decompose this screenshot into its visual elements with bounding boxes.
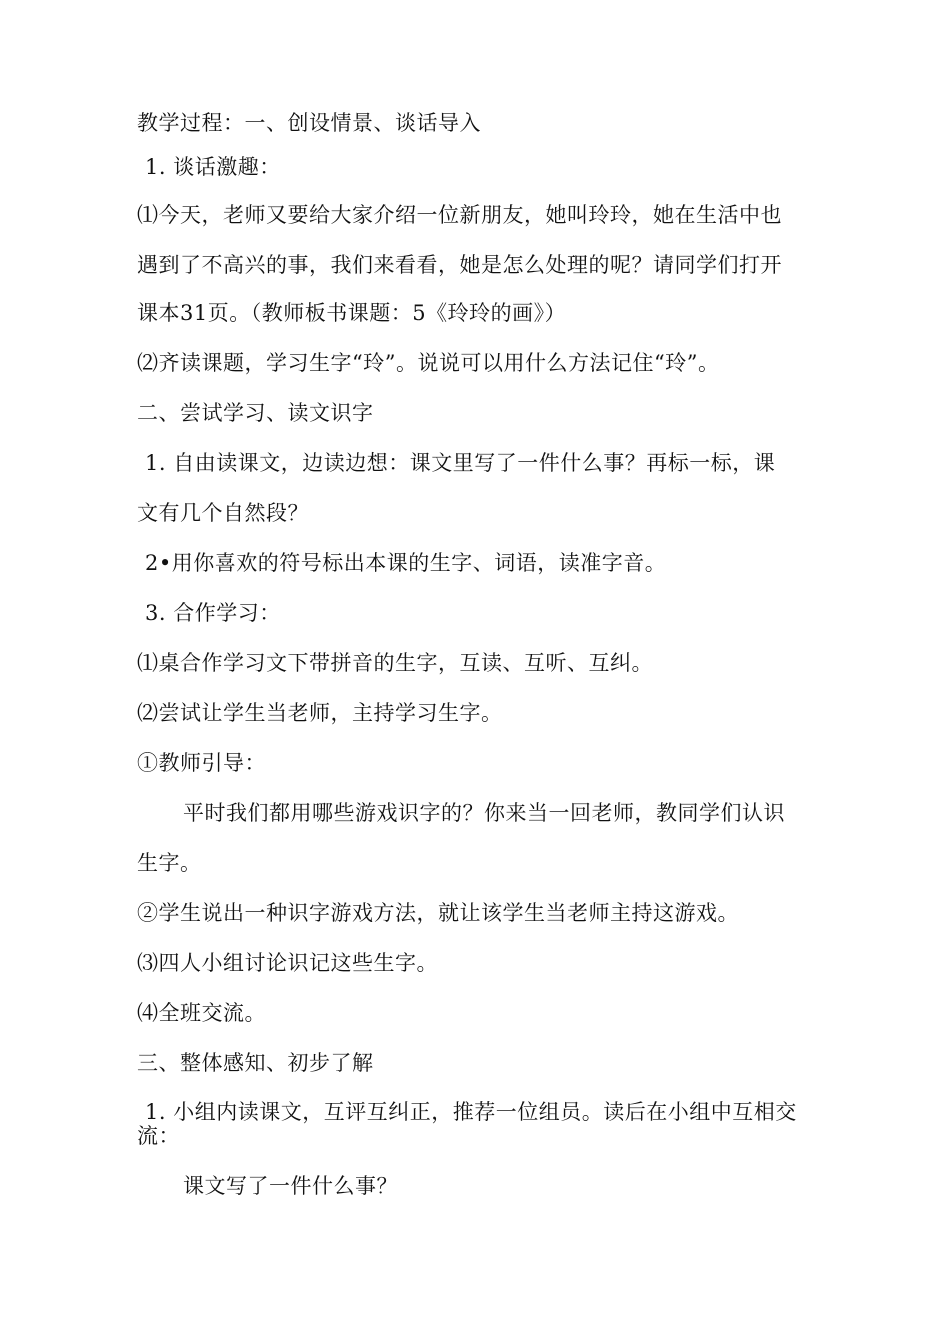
list-item: 3. 合作学习： (145, 601, 281, 625)
list-item: 2•用你喜欢的符号标出本课的生字、词语，读准字音。 (145, 551, 667, 575)
list-item: 1. 自由读课文，边读边想：课文里写了一件什么事？再标一标，课 (145, 451, 776, 475)
section-heading-2: 二、尝试学习、读文识字 (137, 401, 374, 425)
paragraph-line: 生字。 (137, 851, 202, 875)
list-item: 1. 小组内读课文，互评互纠正，推荐一位组员。读后在小组中互相交流： (137, 1100, 797, 1148)
paragraph-line: 遇到了不高兴的事，我们来看看，她是怎么处理的呢？请同学们打开 (137, 253, 782, 277)
paragraph-line: ⑵尝试让学生当老师，主持学习生字。 (137, 701, 503, 725)
section-heading-1: 教学过程：一、创设情景、谈话导入 (137, 111, 481, 135)
paragraph-line: 课本31页。（教师板书课题：5《玲玲的画》） (137, 301, 567, 325)
paragraph-line: ①教师引导： (137, 751, 266, 775)
paragraph-line: ⑵齐读课题，学习生字“玲”。说说可以用什么方法记住“玲”。 (137, 351, 720, 375)
paragraph-line: ②学生说出一种识字游戏方法，就让该学生当老师主持这游戏。 (137, 901, 739, 925)
paragraph-line: ⑶四人小组讨论识记这些生字。 (137, 951, 438, 975)
paragraph-line: ⑷全班交流。 (137, 1001, 266, 1025)
section-heading-3: 三、整体感知、初步了解 (137, 1051, 374, 1075)
paragraph-line: ⑴桌合作学习文下带拼音的生字，互读、互听、互纠。 (137, 651, 653, 675)
paragraph-line: 课文写了一件什么事？ (183, 1174, 398, 1198)
paragraph-line: 文有几个自然段？ (137, 501, 309, 525)
paragraph-line: ⑴今天，老师又要给大家介绍一位新朋友，她叫玲玲，她在生活中也 (137, 203, 782, 227)
paragraph-line: 平时我们都用哪些游戏识字的？你来当一回老师，教同学们认识 (183, 801, 785, 825)
list-item: 1. 谈话激趣： (145, 155, 281, 179)
